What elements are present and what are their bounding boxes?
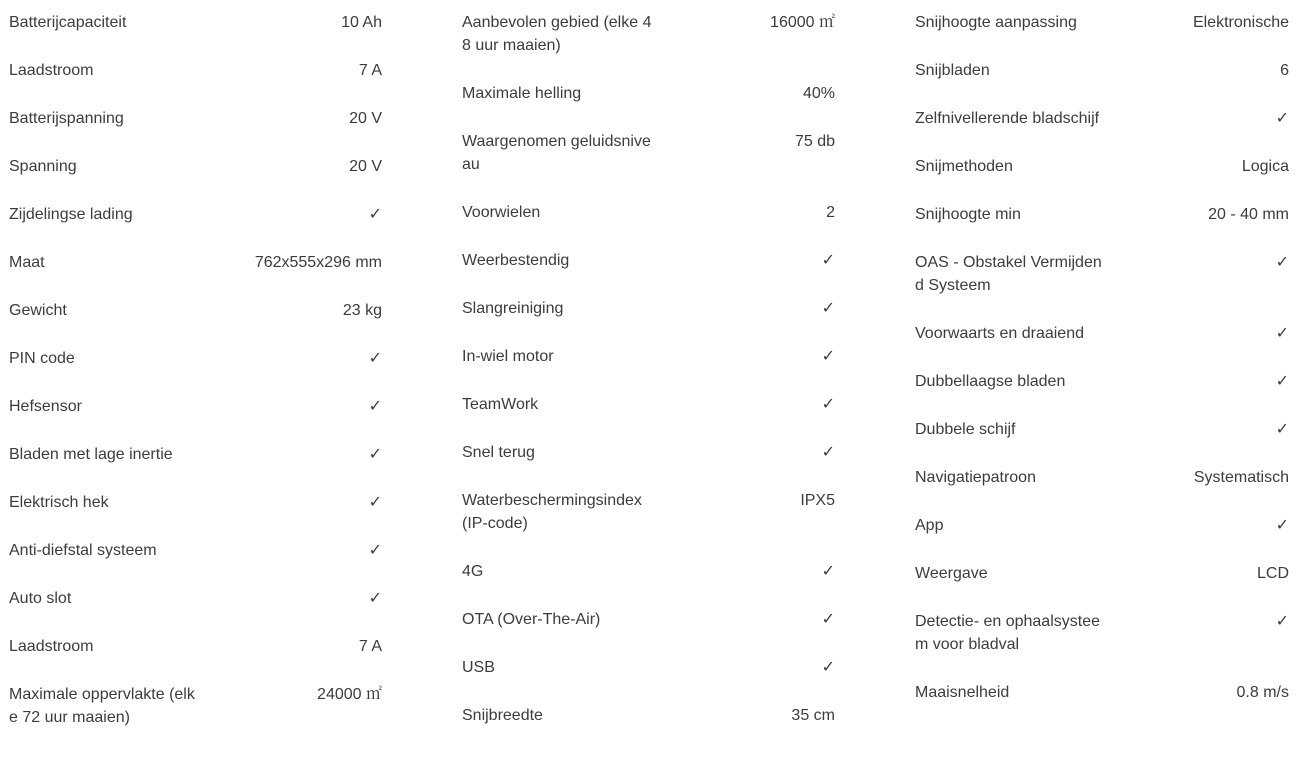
spec-label: Waterbeschermingsindex (IP-code) <box>462 492 642 532</box>
spec-column-2 <box>462 0 835 741</box>
spec-row <box>915 670 1289 718</box>
spec-row <box>462 334 835 382</box>
spec-row <box>915 599 1289 670</box>
spec-row <box>9 576 382 624</box>
spec-row <box>9 96 382 144</box>
check-icon: ✓ <box>821 659 835 676</box>
spec-value: 23 kg <box>342 302 382 319</box>
spec-label: Laadstroom <box>9 638 94 655</box>
spec-value: 2 <box>826 204 835 221</box>
spec-label: Batterijspanning <box>9 110 124 127</box>
spec-label: Navigatiepatroon <box>915 469 1036 486</box>
spec-value: 20 V <box>349 110 382 127</box>
check-icon: ✓ <box>1275 517 1289 534</box>
spec-value: 75 db <box>794 133 835 150</box>
check-icon: ✓ <box>1275 613 1289 630</box>
spec-row <box>462 597 835 645</box>
spec-label: Batterijcapaciteit <box>9 14 127 31</box>
spec-row <box>9 240 382 288</box>
spec-row <box>9 0 382 48</box>
check-icon: ✓ <box>368 494 382 511</box>
spec-label: Dubbele schijf <box>915 421 1016 438</box>
spec-label: OAS - Obstakel Vermijdend Systeem <box>915 254 1102 294</box>
check-icon: ✓ <box>368 446 382 463</box>
spec-label: TeamWork <box>462 396 539 413</box>
check-icon: ✓ <box>368 206 382 223</box>
spec-label: Anti-diefstal systeem <box>9 542 157 559</box>
spec-row <box>9 288 382 336</box>
spec-value: LCD <box>1256 565 1289 582</box>
spec-row <box>462 645 835 693</box>
spec-row <box>915 192 1289 240</box>
spec-label: Hefsensor <box>9 398 82 415</box>
spec-label: Voorwaarts en draaiend <box>915 325 1084 342</box>
spec-value: 20 V <box>349 158 382 175</box>
spec-row <box>915 48 1289 96</box>
spec-label: Snijbladen <box>915 62 990 79</box>
spec-row <box>915 455 1289 503</box>
spec-label: USB <box>462 659 495 676</box>
spec-label: Zijdelingse lading <box>9 206 133 223</box>
spec-row <box>462 0 835 71</box>
spec-label: Spanning <box>9 158 77 175</box>
spec-row <box>462 382 835 430</box>
spec-label: Maximale helling <box>462 85 582 102</box>
check-icon: ✓ <box>1275 254 1289 271</box>
spec-value: 10 Ah <box>341 14 382 31</box>
spec-row <box>462 238 835 286</box>
check-icon: ✓ <box>821 444 835 461</box>
check-icon: ✓ <box>821 396 835 413</box>
spec-row <box>462 286 835 334</box>
spec-label: Gewicht <box>9 302 67 319</box>
spec-value: Elektronische <box>1192 14 1289 31</box>
spec-row <box>9 48 382 96</box>
spec-value: 35 cm <box>791 707 835 724</box>
spec-label: In-wiel motor <box>462 348 554 365</box>
spec-value: Systematisch <box>1193 469 1289 486</box>
spec-label: Weergave <box>915 565 988 582</box>
check-icon: ✓ <box>1275 421 1289 438</box>
check-icon: ✓ <box>1275 325 1289 342</box>
spec-value: Logica <box>1241 158 1289 175</box>
spec-label: Elektrisch hek <box>9 494 109 511</box>
spec-row <box>9 528 382 576</box>
spec-label: Detectie- en ophaalsysteem voor bladval <box>915 613 1100 653</box>
spec-row <box>9 624 382 672</box>
spec-value: 7 A <box>358 638 382 655</box>
spec-value: 24000 ㎡ <box>317 686 382 703</box>
check-icon: ✓ <box>1275 110 1289 127</box>
check-icon: ✓ <box>368 542 382 559</box>
spec-value: 20 - 40 mm <box>1208 206 1289 223</box>
spec-label: 4G <box>462 563 484 580</box>
check-icon: ✓ <box>1275 373 1289 390</box>
spec-row <box>915 144 1289 192</box>
spec-row <box>915 359 1289 407</box>
spec-label: Aanbevolen gebied (elke 48 uur maaien) <box>462 14 652 54</box>
spec-label: OTA (Over-The-Air) <box>462 611 601 628</box>
spec-label: App <box>915 517 944 534</box>
spec-label: Weerbestendig <box>462 252 570 269</box>
check-icon: ✓ <box>821 611 835 628</box>
check-icon: ✓ <box>368 398 382 415</box>
spec-label: Maximale oppervlakte (elke 72 uur maaien) <box>9 686 195 726</box>
check-icon: ✓ <box>821 563 835 580</box>
spec-row <box>915 240 1289 311</box>
spec-label: Maaisnelheid <box>915 684 1010 701</box>
spec-label: Slangreiniging <box>462 300 564 317</box>
spec-row <box>462 549 835 597</box>
spec-row <box>9 432 382 480</box>
spec-row <box>462 693 835 741</box>
spec-row <box>462 478 835 549</box>
spec-row <box>462 190 835 238</box>
spec-label: Maat <box>9 254 45 271</box>
spec-value: 0.8 m/s <box>1236 684 1289 701</box>
spec-label: Snijhoogte min <box>915 206 1021 223</box>
spec-row <box>915 311 1289 359</box>
spec-row <box>9 672 382 743</box>
spec-row <box>9 144 382 192</box>
spec-row <box>462 71 835 119</box>
spec-row <box>9 192 382 240</box>
spec-row <box>915 503 1289 551</box>
spec-row <box>915 407 1289 455</box>
spec-column-3 <box>915 0 1289 718</box>
spec-row <box>462 430 835 478</box>
check-icon: ✓ <box>821 348 835 365</box>
spec-label: Snijbreedte <box>462 707 543 724</box>
spec-row <box>915 96 1289 144</box>
spec-label: Voorwielen <box>462 204 541 221</box>
spec-label: Waargenomen geluidsniveau <box>462 133 651 173</box>
spec-value: 16000 ㎡ <box>770 14 835 31</box>
spec-value: 7 A <box>358 62 382 79</box>
spec-label: Auto slot <box>9 590 72 607</box>
spec-row <box>9 480 382 528</box>
spec-row <box>915 551 1289 599</box>
spec-value: IPX5 <box>800 492 835 509</box>
spec-value: 762x555x296 mm <box>254 254 382 271</box>
spec-value: 40% <box>802 85 835 102</box>
spec-label: Laadstroom <box>9 62 94 79</box>
check-icon: ✓ <box>821 252 835 269</box>
spec-row <box>9 336 382 384</box>
spec-label: Snijmethoden <box>915 158 1013 175</box>
spec-value: 6 <box>1280 62 1289 79</box>
spec-row <box>462 119 835 190</box>
spec-label: Snijhoogte aanpassing <box>915 14 1077 31</box>
spec-column-1 <box>9 0 382 743</box>
check-icon: ✓ <box>368 590 382 607</box>
spec-label: Snel terug <box>462 444 535 461</box>
spec-label: Zelfnivellerende bladschijf <box>915 110 1100 127</box>
check-icon: ✓ <box>368 350 382 367</box>
spec-label: PIN code <box>9 350 75 367</box>
spec-row <box>915 0 1289 48</box>
spec-label: Bladen met lage inertie <box>9 446 173 463</box>
spec-row <box>9 384 382 432</box>
check-icon: ✓ <box>821 300 835 317</box>
spec-label: Dubbellaagse bladen <box>915 373 1066 390</box>
